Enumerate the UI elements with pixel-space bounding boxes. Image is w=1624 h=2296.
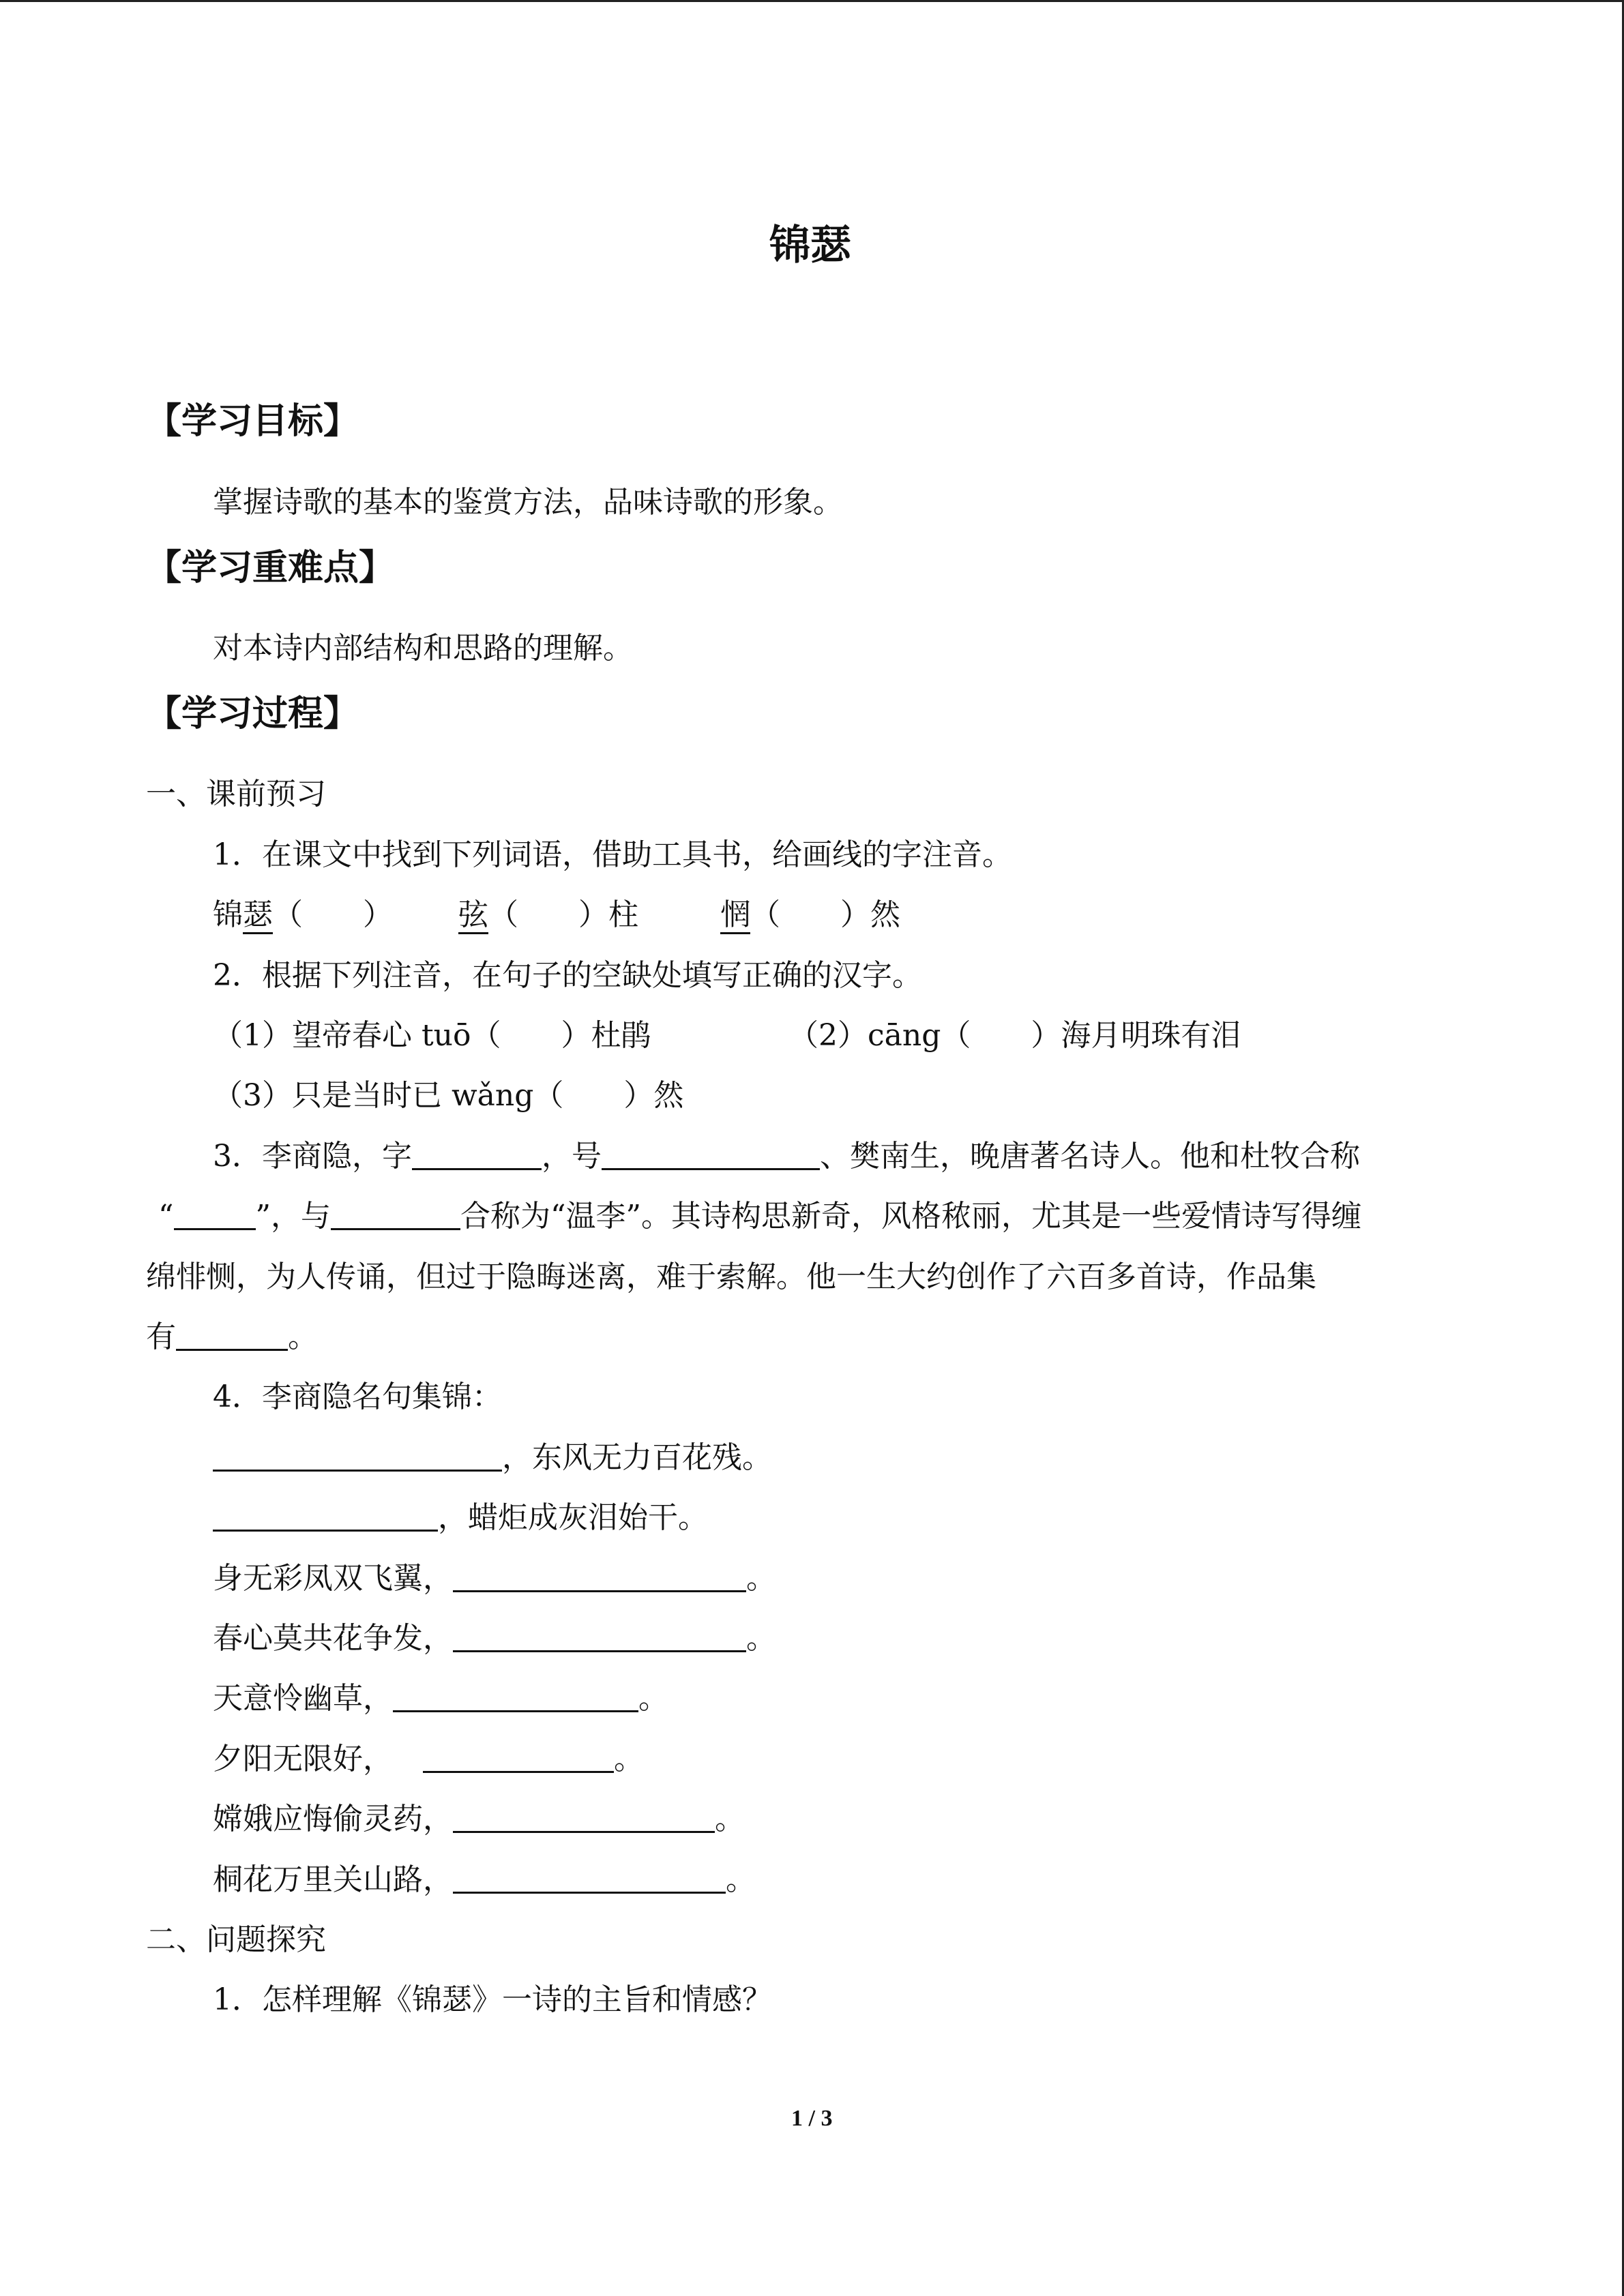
objectives-content: 掌握诗歌的基本的鉴赏方法，品味诗歌的形象。 [213, 485, 843, 520]
answer-blank[interactable] [453, 1622, 746, 1652]
q4-sentence-8: 桐花万里关山路， 。 [213, 1862, 756, 1897]
q3-line-4: 有 。 [146, 1320, 318, 1354]
q3-line-1: 3．李商隐，字 ，号 、樊南生，晚唐著名诗人。他和杜牧合称 [213, 1139, 1360, 1174]
q2-item-1: （1）望帝春心 tuō（ ）杜鹃 [213, 1018, 651, 1053]
part1-title: 一、课前预习 [146, 777, 326, 811]
q4-sentence-5: 天意怜幽草， 。 [213, 1681, 668, 1716]
underlined-char: 弦 [458, 897, 488, 934]
answer-blank[interactable] [393, 1682, 638, 1712]
q4-sentence-3: 身无彩凤双飞翼， 。 [213, 1561, 776, 1596]
answer-blank[interactable] [176, 1320, 288, 1351]
page-number: 1 / 3 [791, 2106, 833, 2131]
q4-sentence-7: 嫦娥应悔偷灵药， 。 [213, 1802, 745, 1836]
q1-word-1: 锦瑟（ ） [213, 890, 393, 934]
answer-blank[interactable] [412, 1139, 542, 1170]
part2-title: 二、问题探究 [146, 1922, 326, 1957]
q4-sentence-6: 夕阳无限好， 。 [213, 1742, 644, 1776]
q2-item-3: （3）只是当时已 wǎng（ ）然 [213, 1078, 684, 1113]
underlined-char: 瑟 [243, 897, 273, 934]
answer-blank[interactable] [423, 1742, 614, 1773]
top-border [0, 0, 1624, 2]
process-heading: 【学习过程】 [146, 694, 359, 734]
part2-q1: 1．怎样理解《锦瑟》一诗的主旨和情感？ [213, 1982, 772, 2017]
underlined-char: 惘 [720, 897, 750, 934]
objectives-heading: 【学习目标】 [146, 401, 359, 442]
answer-blank[interactable] [331, 1199, 460, 1230]
q2-prompt: 2．根据下列注音，在句子的空缺处填写正确的汉字。 [213, 958, 922, 993]
answer-blank[interactable] [453, 1863, 726, 1894]
q1-word-2: 弦（ ）柱 [458, 890, 638, 934]
answer-blank[interactable] [174, 1199, 256, 1230]
q4-sentence-1: ，东风无力百花残。 [213, 1433, 772, 1476]
q2-item-2: （2）cāng（ ）海月明珠有泪 [788, 1018, 1241, 1053]
key-points-content: 对本诗内部结构和思路的理解。 [213, 631, 633, 666]
q3-line-3: 绵悱恻，为人传诵，但过于隐晦迷离，难于索解。他一生大约创作了六百多首诗，作品集 [146, 1259, 1316, 1294]
q1-prompt: 1．在课文中找到下列词语，借助工具书，给画线的字注音。 [213, 837, 1012, 872]
answer-blank[interactable] [453, 1802, 715, 1833]
answer-blank[interactable] [602, 1139, 820, 1170]
q4-prompt: 4．李商隐名句集锦： [213, 1380, 502, 1414]
answer-blank[interactable] [213, 1501, 438, 1532]
page-title: 锦瑟 [769, 222, 851, 269]
q3-line-2: “ ”，与 合称为“温李”。其诗构思新奇，风格秾丽，尤其是一些爱情诗写得缠 [158, 1199, 1361, 1234]
answer-blank[interactable] [213, 1441, 502, 1472]
q4-sentence-4: 春心莫共花争发， 。 [213, 1621, 776, 1656]
answer-blank[interactable] [453, 1562, 746, 1592]
key-points-heading: 【学习重难点】 [146, 548, 395, 588]
q1-word-3: 惘（ ）然 [720, 890, 900, 934]
q4-sentence-2: ，蜡炬成灰泪始干。 [213, 1493, 708, 1536]
